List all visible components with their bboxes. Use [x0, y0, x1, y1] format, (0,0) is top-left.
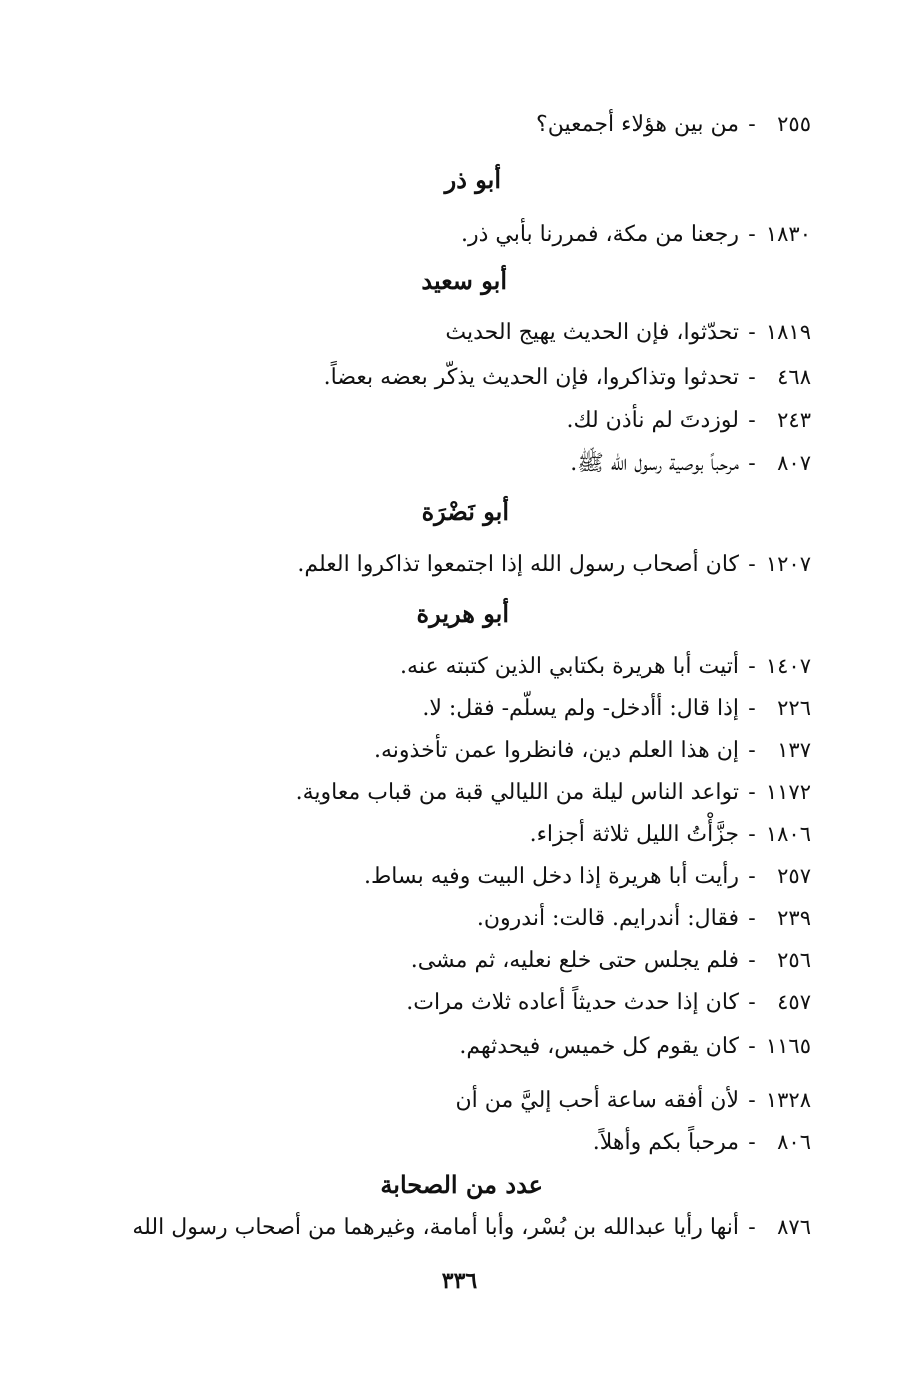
entry-dash: -: [748, 408, 756, 433]
entry-dash: -: [748, 1215, 756, 1240]
entry-dash: -: [748, 451, 756, 476]
index-entry: [132, 1211, 811, 1244]
entry-dash: -: [748, 948, 756, 973]
index-entry: [536, 108, 811, 141]
entry-number: ١٣٧: [777, 738, 811, 762]
entry-text: من بين هؤلاء أجمعين؟: [536, 112, 739, 137]
entry-text: رجعنا من مكة، فمررنا بأبي ذر.: [460, 222, 739, 247]
entry-text: مرحباً بكم وأهلاً.: [592, 1130, 739, 1155]
section-heading: أبو هريرة: [416, 599, 509, 628]
entry-dash: -: [748, 320, 756, 345]
entry-dash: -: [748, 1088, 756, 1113]
index-entry: [566, 404, 811, 437]
index-entry: [461, 218, 811, 251]
entry-number: ٢٥٥: [777, 112, 811, 136]
entry-text: كان إذا حدث حديثاً أعاده ثلاث مرات.: [406, 990, 739, 1015]
entry-text: لوزدتَ لم نأذن لك.: [566, 408, 739, 433]
index-entry: [374, 734, 811, 767]
entry-text: أتيت أبا هريرة بكتابي الذين كتبته عنه.: [400, 654, 739, 679]
entry-dash: -: [748, 780, 756, 805]
entry-number: ١٤٠٧: [765, 654, 811, 678]
section-heading: أبو ذر: [444, 165, 501, 194]
entry-text: رأيت أبا هريرة إذا دخل البيت وفيه بساط.: [363, 864, 739, 889]
index-entry: [297, 548, 811, 581]
entry-dash: -: [748, 696, 756, 721]
entry-dash: -: [748, 365, 756, 390]
entry-number: ٤٦٨: [777, 365, 811, 389]
entry-dash: -: [748, 990, 756, 1015]
entry-number: ١١٧٢: [765, 780, 811, 804]
entry-text: كان أصحاب رسول الله إذا اجتمعوا تذاكروا العلم.: [297, 552, 739, 577]
index-entry: [593, 1126, 811, 1159]
entry-dash: -: [748, 222, 756, 247]
index-entry: [455, 1084, 811, 1117]
entry-number: ٢٥٧: [777, 864, 811, 888]
entry-dash: -: [748, 654, 756, 679]
entry-text: إن هذا العلم دين، فانظروا عمن تأخذونه.: [374, 738, 739, 763]
entry-dash: -: [748, 864, 756, 889]
entry-number: ١٨٣٠: [765, 222, 811, 246]
index-entry: [406, 986, 811, 1019]
index-entry: [422, 692, 811, 725]
page-number: ٣٣٦: [441, 1268, 478, 1294]
entry-number: ٢٤٣: [777, 408, 811, 432]
entry-dash: -: [748, 112, 756, 137]
entry-number: ٢٣٩: [777, 906, 811, 930]
entry-number: ٢٢٦: [777, 696, 811, 720]
index-entry: [400, 650, 811, 683]
index-entry: [364, 860, 811, 893]
entry-text: مرحباً بوصية رسول الله ﷺ.: [570, 451, 739, 476]
entry-dash: -: [748, 822, 756, 847]
entry-text: أنها رأيا عبدالله بن بُسْر، وأبا أمامة، وغيرهما من أصحاب رسول الله: [132, 1215, 739, 1240]
entry-number: ٨٠٦: [777, 1130, 811, 1154]
entry-number: ١٢٠٧: [765, 552, 811, 576]
section-heading: عدد من الصحابة: [380, 1170, 543, 1199]
entry-text: جزَّأْتُ الليل ثلاثة أجزاء.: [529, 822, 739, 847]
entry-number: ٨٠٧: [777, 451, 811, 475]
entry-text: تواعد الناس ليلة من الليالي قبة من قباب معاوية.: [295, 780, 739, 805]
entry-number: ١٨١٩: [765, 320, 811, 344]
entry-number: ٢٥٦: [777, 948, 811, 972]
entry-number: ١٨٠٦: [765, 822, 811, 846]
section-heading: أبو نَضْرَة: [421, 497, 509, 526]
entry-number: ١١٦٥: [765, 1034, 811, 1058]
index-entry: [459, 1030, 811, 1063]
entry-dash: -: [748, 738, 756, 763]
entry-text: لأن أفقه ساعة أحب إليَّ من أن: [455, 1088, 739, 1113]
index-entry: [477, 902, 811, 935]
entry-number: ٨٧٦: [777, 1215, 811, 1239]
section-heading: أبو سعيد: [421, 266, 507, 295]
entry-text: كان يقوم كل خميس، فيحدثهم.: [459, 1034, 739, 1059]
entry-dash: -: [748, 1130, 756, 1155]
entry-dash: -: [748, 906, 756, 931]
entry-number: ٤٥٧: [777, 990, 811, 1014]
index-entry: [324, 361, 811, 394]
entry-dash: -: [748, 1034, 756, 1059]
entry-text: فلم يجلس حتى خلع نعليه، ثم مشى.: [410, 948, 739, 973]
entry-dash: -: [748, 552, 756, 577]
entry-text: إذا قال: أأدخل- ولم يسلّم- فقل: لا.: [422, 696, 739, 721]
index-entry: [296, 776, 811, 809]
index-entry: [411, 944, 811, 977]
entry-text: تحدّثوا، فإن الحديث يهيج الحديث: [445, 320, 739, 345]
entry-number: ١٣٢٨: [765, 1088, 811, 1112]
entry-text: فقال: أندرايم. قالت: أندرون.: [476, 906, 739, 931]
index-entry: [445, 316, 811, 349]
index-entry: [530, 818, 811, 851]
entry-text: تحدثوا وتذاكروا، فإن الحديث يذكّر بعضه بعضاً.: [323, 365, 739, 390]
index-entry: [570, 447, 811, 480]
